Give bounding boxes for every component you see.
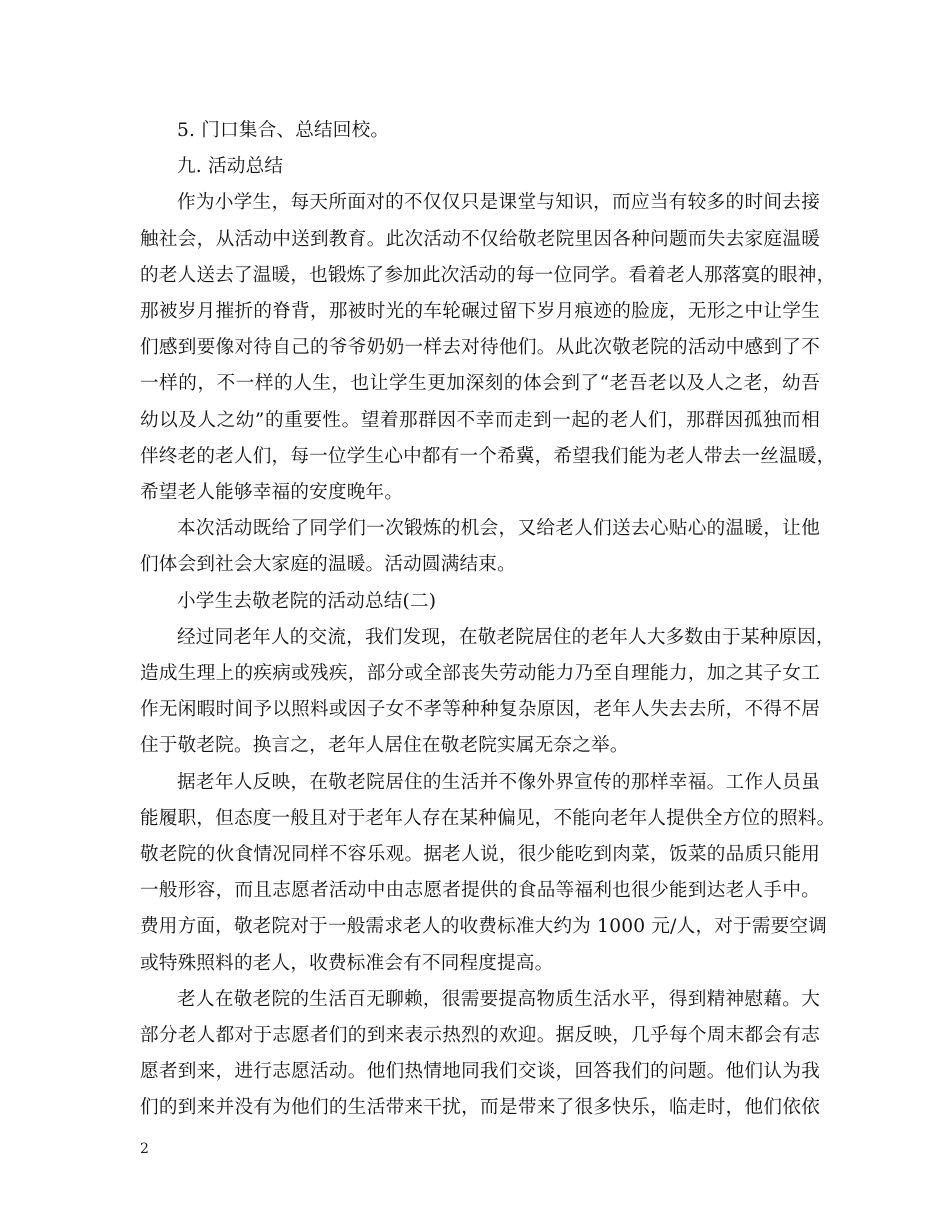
text-line: 5. 门口集合、总结回校。 <box>177 120 390 141</box>
text-line: 触社会，从活动中送到教育。此次活动不仅给敬老院里因各种问题而失去家庭温暖 <box>140 228 820 250</box>
text-line: 一般形容，而且志愿者活动中由志愿者提供的食品等福利也很少能到达老人手中。 <box>140 880 820 902</box>
text-line: 能履职，但态度一般且对于老年人存在某种偏见，不能向老年人提供全方位的照料。 <box>140 807 836 829</box>
text-line: 希望老人能够幸福的安度晚年。 <box>140 482 404 504</box>
text-line: 作为小学生，每天所面对的不仅仅只是课堂与知识，而应当有较多的时间去接 <box>177 192 820 214</box>
text-line: 小学生去敬老院的活动总结(二) <box>177 590 437 612</box>
text-line: 愿者到来，进行志愿活动。他们热情地同我们交谈，回答我们的问题。他们认为我 <box>140 1061 820 1083</box>
text-line: 的老人送去了温暖，也锻炼了参加此次活动的每一位同学。看着老人那落寞的眼神， <box>140 264 836 286</box>
paragraph <box>140 584 820 620</box>
text-line: 或特殊照料的老人，收费标准会有不同程度提高。 <box>140 952 554 974</box>
text-line: 本次活动既给了同学们一次锻炼的机会，又给老人们送去心贴心的温暖，让他 <box>177 518 820 540</box>
text-line: 作无闲暇时间予以照料或因子女不孝等种种复杂原因，老年人失去去所，不得不居 <box>140 699 820 721</box>
text-line: 敬老院的伙食情况同样不容乐观。据老人说，很少能吃到肉菜，饭菜的品质只能用 <box>140 844 820 866</box>
document-body <box>140 113 836 1127</box>
text-line: 幼以及人之幼”的重要性。望着那群因不幸而走到一起的老人们，那群因孤独而相 <box>140 409 820 431</box>
text-line: 住于敬老院。换言之，老年人居住在敬老院实属无奈之举。 <box>140 735 629 757</box>
text-line: 们的到来并没有为他们的生活带来干扰，而是带来了很多快乐，临走时，他们依依 <box>140 1097 820 1119</box>
text-line: 一样的，不一样的人生，也让学生更加深刻的体会到了“老吾老以及人之老，幼吾 <box>140 373 820 395</box>
text-line: 伴终老的老人们，每一位学生心中都有一个希冀，希望我们能为老人带去一丝温暖， <box>140 445 836 467</box>
paragraph <box>140 185 836 511</box>
text-line: 们体会到社会大家庭的温暖。活动圆满结束。 <box>140 554 516 576</box>
text-line: 费用方面，敬老院对于一般需求老人的收费标准大约为 1000 元/人，对于需要空调 <box>140 916 828 938</box>
paragraph <box>140 149 820 185</box>
text-line: 造成生理上的疾病或残疾，部分或全部丧失劳动能力乃至自理能力，加之其子女工 <box>140 663 820 685</box>
text-line: 老人在敬老院的生活百无聊赖，很需要提高物质生活水平，得到精神慰藉。大 <box>177 988 820 1010</box>
text-line: 部分老人都对于志愿者们的到来表示热烈的欢迎。据反映，几乎每个周末都会有志 <box>140 1025 820 1047</box>
text-line: 九. 活动总结 <box>177 156 284 178</box>
paragraph <box>140 113 820 149</box>
paragraph <box>140 982 820 1127</box>
page-number: 2 <box>140 1141 149 1157</box>
text-line: 那被岁月摧折的脊背，那被时光的车轮碾过留下岁月痕迹的脸庞，无形之中让学生 <box>140 301 820 323</box>
text-line: 据老年人反映，在敬老院居住的生活并不像外界宣传的那样幸福。工作人员虽 <box>177 771 820 793</box>
paragraph <box>140 765 836 982</box>
paragraph <box>140 511 820 583</box>
text-line: 经过同老年人的交流，我们发现，在敬老院居住的老年人大多数由于某种原因， <box>177 626 835 648</box>
paragraph <box>140 620 835 765</box>
text-line: 们感到要像对待自己的爷爷奶奶一样去对待他们。从此次敬老院的活动中感到了不 <box>140 337 820 359</box>
